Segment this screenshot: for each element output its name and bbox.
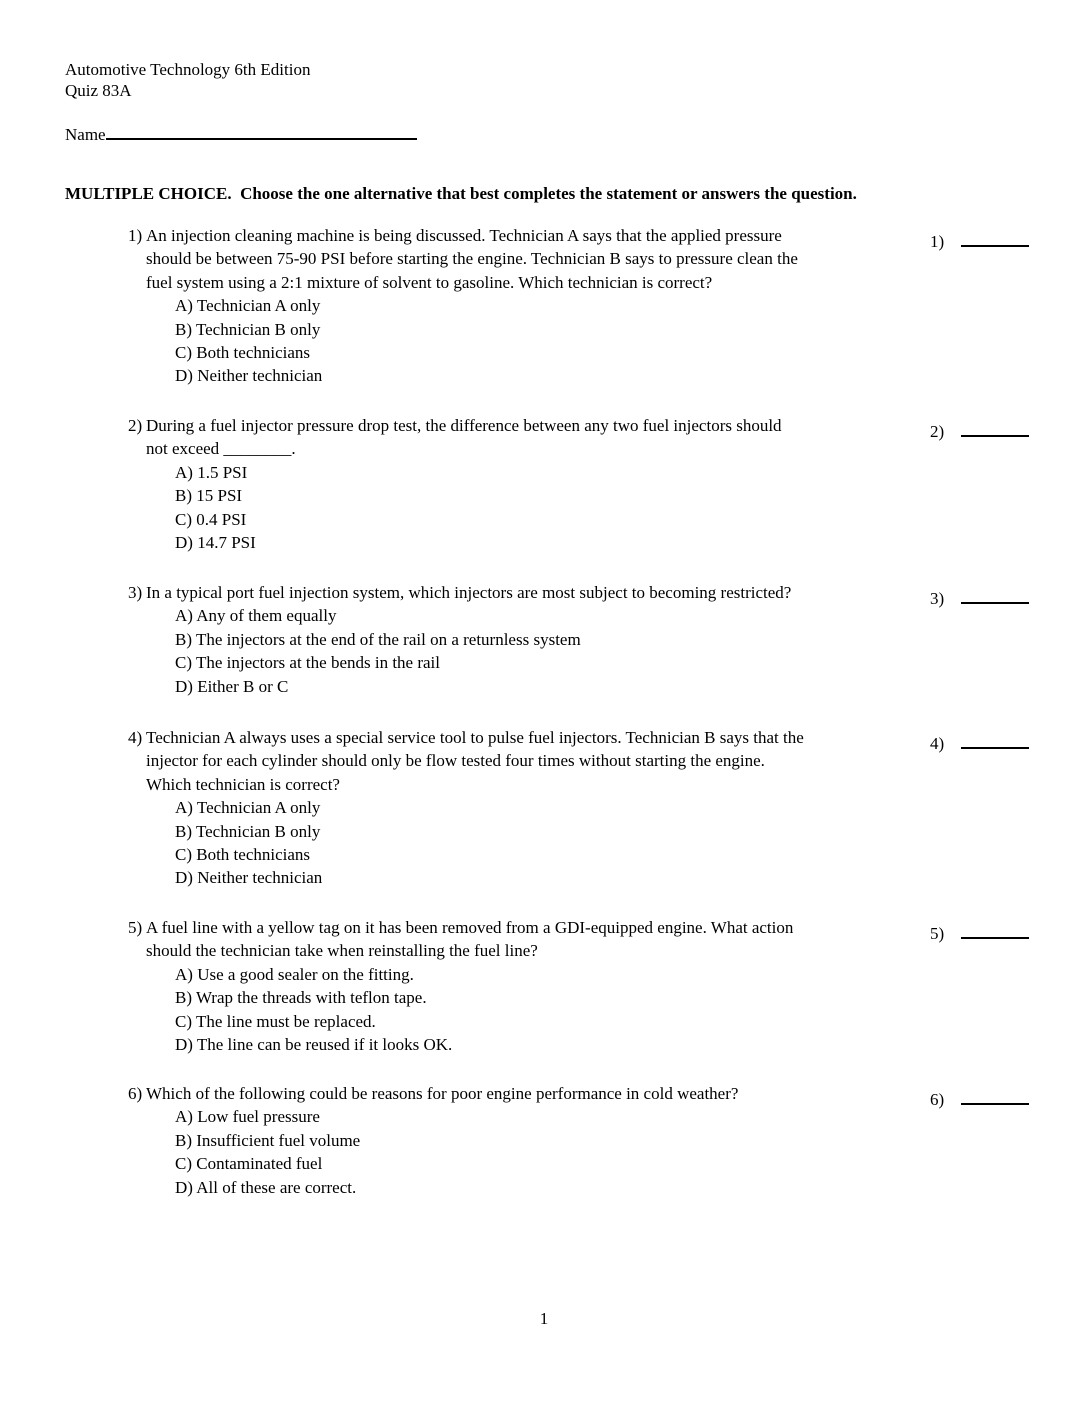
question-text-line: Which technician is correct? [146, 774, 340, 794]
answer-slot [930, 224, 1029, 253]
answer-option: D) Neither technician [175, 366, 323, 386]
question-text [146, 726, 1028, 796]
question-text [146, 1082, 1028, 1105]
question-text [146, 916, 1028, 963]
question-text-line: not exceed ________. [146, 439, 296, 459]
answer-option: B) Insufficient fuel volume [175, 1130, 361, 1150]
question-text [146, 414, 1028, 461]
answer-option: C) The line must be replaced. [175, 1011, 376, 1031]
question [128, 224, 1028, 388]
question [128, 916, 1028, 1056]
answer-option: D) Either B or C [175, 676, 289, 696]
answer-blank-line [961, 916, 1029, 939]
question [128, 414, 1028, 554]
answer-slot [930, 414, 1029, 443]
answer-blank-line [961, 581, 1029, 604]
question-number: 1) [128, 226, 143, 245]
instructions-heading: MULTIPLE CHOICE. Choose the one alternative that best completes the statement or answers the question. [65, 184, 857, 203]
answer-option: A) Use a good sealer on the fitting. [175, 964, 414, 984]
question [128, 726, 1028, 890]
question-text-line: In a typical port fuel injection system, which injectors are most subject to becoming restricted? [146, 583, 792, 602]
options-list [146, 461, 1028, 555]
options-list [146, 294, 1028, 388]
answer-option: A) Low fuel pressure [175, 1107, 320, 1127]
answer-option: D) The line can be reused if it looks OK. [175, 1035, 453, 1055]
question-number: 6) [128, 1084, 143, 1103]
answer-slot [930, 916, 1029, 945]
answer-blank-line [961, 224, 1029, 247]
answer-slot-number: 2) [930, 422, 945, 441]
question-number: 3) [128, 583, 143, 602]
question-text-line: should the technician take when reinstalling the fuel line? [146, 941, 538, 961]
question-text-line: Technician A always uses a special service tool to pulse fuel injectors. Technician B says that the [146, 728, 804, 747]
question-text-line: should be between 75-90 PSI before starting the engine. Technician B says to pressure clean the [146, 249, 798, 269]
answer-blank-line [961, 414, 1029, 437]
answer-option: B) Technician B only [175, 821, 321, 841]
answer-blank-line [961, 726, 1029, 749]
question-number: 2) [128, 416, 143, 435]
answer-option: A) 1.5 PSI [175, 462, 248, 482]
answer-option: B) Technician B only [175, 319, 321, 339]
answer-option: A) Any of them equally [175, 606, 337, 626]
answer-option: B) 15 PSI [175, 486, 243, 506]
answer-option: C) Both technicians [175, 845, 311, 865]
answer-blank-line [961, 1082, 1029, 1105]
question-text [146, 224, 1028, 294]
answer-slot [930, 726, 1029, 755]
answer-option: D) All of these are correct. [175, 1177, 357, 1197]
answer-option: B) The injectors at the end of the rail on a returnless system [175, 629, 581, 649]
answer-option: C) Contaminated fuel [175, 1154, 323, 1174]
answer-option: A) Technician A only [175, 296, 321, 316]
answer-slot [930, 1082, 1029, 1111]
answer-option: A) Technician A only [175, 798, 321, 818]
answer-option: C) 0.4 PSI [175, 509, 247, 529]
question-text-line: An injection cleaning machine is being discussed. Technician A says that the applied pressure [146, 226, 782, 245]
answer-option: B) Wrap the threads with teflon tape. [175, 988, 427, 1008]
question-text-line: Which of the following could be reasons for poor engine performance in cold weather? [146, 1084, 739, 1103]
question-text-line: fuel system using a 2:1 mixture of solvent to gasoline. Which technician is correct? [146, 272, 713, 292]
question [128, 581, 1028, 698]
answer-slot-number: 6) [930, 1090, 945, 1109]
question-text-line: injector for each cylinder should only be flow tested four times without starting the engine. [146, 751, 765, 771]
page-number: 1 [539, 1309, 549, 1328]
document-title: Automotive Technology 6th Edition [65, 60, 311, 79]
answer-option: C) Both technicians [175, 343, 311, 363]
answer-slot-number: 5) [930, 924, 945, 943]
answer-option: D) Neither technician [175, 868, 323, 888]
question-number: 4) [128, 728, 143, 747]
question-text-line: During a fuel injector pressure drop test, the difference between any two fuel injectors should [146, 416, 782, 435]
answer-slot-number: 4) [930, 734, 945, 753]
answer-option: D) 14.7 PSI [175, 533, 256, 553]
answer-slot-number: 1) [930, 232, 945, 251]
question [128, 1082, 1028, 1199]
options-list [146, 1105, 1028, 1199]
answer-option: C) The injectors at the bends in the rail [175, 653, 441, 673]
answer-slot [930, 581, 1029, 610]
name-label: Name [65, 125, 106, 144]
answer-slot-number: 3) [930, 589, 945, 608]
options-list [146, 796, 1028, 890]
quiz-number: Quiz 83A [65, 81, 132, 100]
question-text-line: A fuel line with a yellow tag on it has been removed from a GDI-equipped engine. What action [146, 918, 794, 937]
question-number: 5) [128, 918, 143, 937]
question-text [146, 581, 1028, 604]
options-list [146, 963, 1028, 1057]
options-list [146, 604, 1028, 698]
